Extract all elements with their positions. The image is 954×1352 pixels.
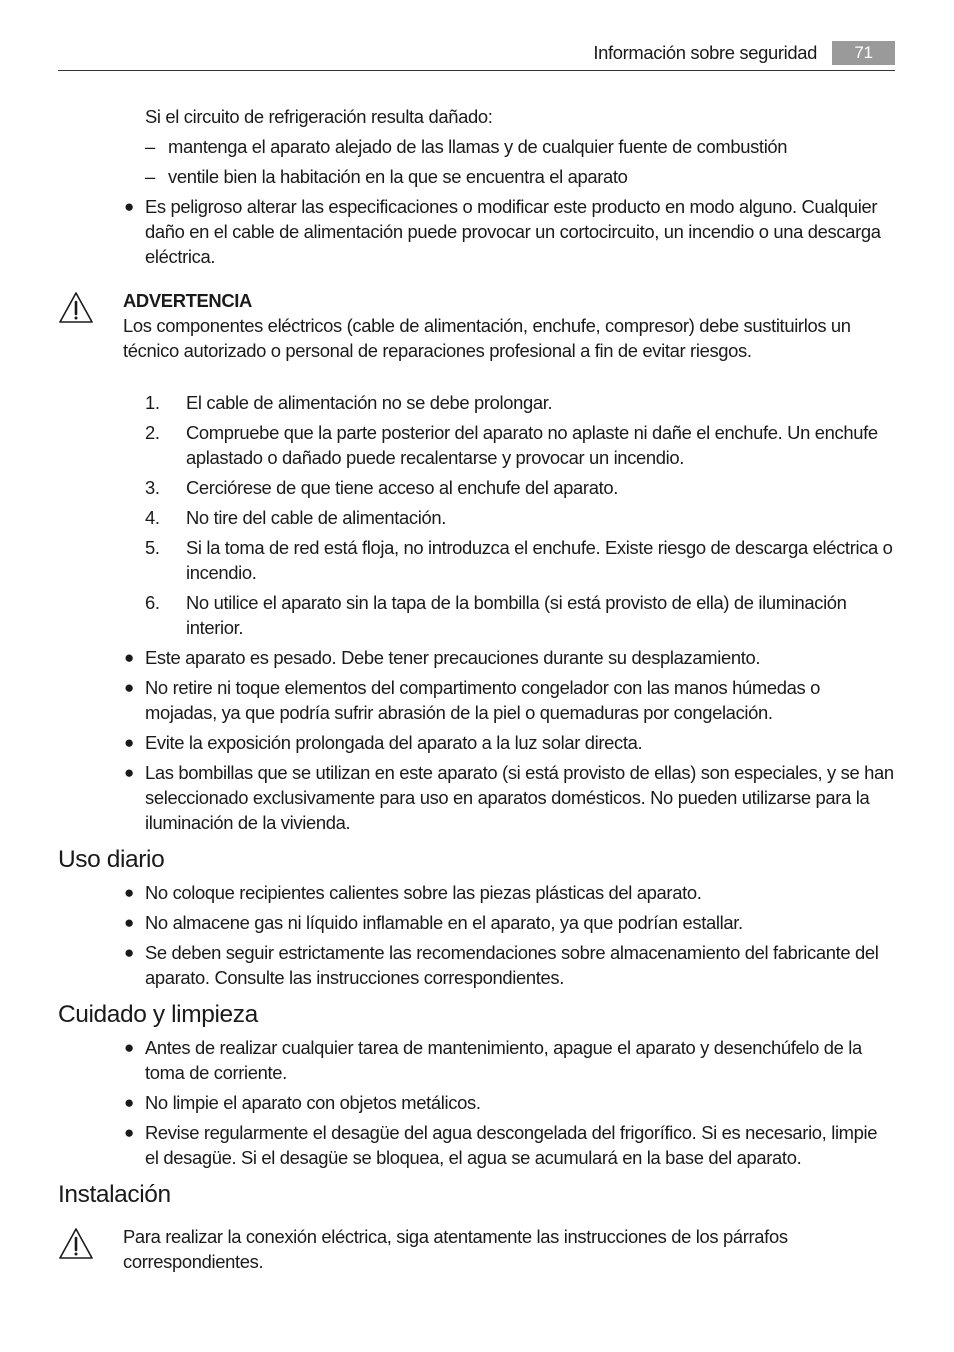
warning-title: ADVERTENCIA bbox=[123, 290, 252, 311]
warning-text: Los componentes eléctricos (cable de alimentación, enchufe, compresor) debe sustituirlos un técnico autorizado o personal de reparaciones profesional a fin de evitar riesgos. bbox=[123, 315, 851, 361]
intro-sub-list bbox=[58, 134, 895, 189]
warning-text: Para realizar la conexión eléctrica, siga atentamente las instrucciones de los párrafos correspondientes. bbox=[123, 1226, 788, 1272]
numbered-item bbox=[58, 420, 895, 470]
section-heading: Cuidado y limpieza bbox=[58, 1001, 258, 1028]
list-item-text: No coloque recipientes calientes sobre las piezas plásticas del aparato. bbox=[145, 882, 702, 903]
numbered-item bbox=[58, 475, 895, 500]
item-number: 6. bbox=[145, 592, 160, 613]
list-item: ● Se deben seguir estrictamente las recomendaciones sobre almacenamiento del fabricante del aparato. Consulte las instrucciones correspondientes. bbox=[124, 942, 879, 988]
warning-triangle-icon bbox=[58, 1227, 94, 1260]
list-item: ● Este aparato es pesado. Debe tener precauciones durante su desplazamiento. bbox=[124, 647, 761, 668]
sub-list-item: – mantenga el aparato alejado de las llamas y de cualquier fuente de combustión bbox=[145, 136, 788, 157]
list-item: ● Antes de realizar cualquier tarea de mantenimiento, apague el aparato y desenchúfelo de la toma de corriente. bbox=[124, 1037, 862, 1083]
bullet-list-b bbox=[58, 645, 895, 835]
list-item-text: Las bombillas que se utilizan en este aparato (si está provisto de ellas) son especiales, y se han seleccionado exclusivamente para uso en aparatos domésticos. No pueden utilizarse para la iluminación de la vivienda. bbox=[145, 762, 894, 833]
list-item: ● No limpie el aparato con objetos metálicos. bbox=[124, 1092, 481, 1113]
sub-list-item-text: ventile bien la habitación en la que se encuentra el aparato bbox=[168, 166, 628, 187]
numbered-item bbox=[58, 505, 895, 530]
section-uso-diario bbox=[58, 845, 895, 990]
numbered-item-text: Compruebe que la parte posterior del aparato no aplaste ni dañe el enchufe. Un enchufe aplastado o dañado puede recalentarse y provocar un incendio. bbox=[186, 422, 878, 468]
page-content bbox=[58, 104, 895, 1301]
numbered-item-text: No tire del cable de alimentación. bbox=[186, 507, 447, 528]
section-heading: Uso diario bbox=[58, 846, 165, 873]
section-instalacion bbox=[58, 1180, 895, 1274]
list-item: ● Revise regularmente el desagüe del agua descongelada del frigorífico. Si es necesario, limpie el desagüe. Si el desagüe se bloquea, el agua se acumulará en la base del aparato. bbox=[124, 1122, 878, 1168]
page-header bbox=[58, 40, 895, 71]
page-number: 71 bbox=[832, 41, 895, 65]
numbered-item-text: No utilice el aparato sin la tapa de la bombilla (si está provisto de ella) de iluminación interior. bbox=[186, 592, 847, 638]
list-item: ● Evite la exposición prolongada del aparato a la luz solar directa. bbox=[124, 732, 643, 753]
numbered-item bbox=[58, 390, 895, 415]
item-number: 1. bbox=[145, 392, 160, 413]
item-number: 3. bbox=[145, 477, 160, 498]
list-item-text: No almacene gas ni líquido inflamable en el aparato, ya que podrían estallar. bbox=[145, 912, 743, 933]
list-item: ● Es peligroso alterar las especificaciones o modificar este producto en modo alguno. Cualquier daño en el cable de alimentación puede provocar un cortocircuito, un incendio o una descarga eléctrica. bbox=[124, 196, 881, 267]
bullet-list bbox=[58, 880, 895, 990]
warning-box bbox=[58, 288, 895, 363]
list-item: ● No retire ni toque elementos del compartimento congelador con las manos húmedas o mojadas, ya que podría sufrir abrasión de la piel o quemaduras por congelación. bbox=[124, 677, 820, 723]
bullet-list bbox=[58, 1035, 895, 1170]
numbered-item-text: El cable de alimentación no se debe prolongar. bbox=[186, 392, 553, 413]
list-item: ● No coloque recipientes calientes sobre las piezas plásticas del aparato. bbox=[124, 882, 702, 903]
warning-box bbox=[58, 1224, 895, 1274]
bullet-list-a bbox=[58, 194, 895, 269]
list-item-text: Evite la exposición prolongada del aparato a la luz solar directa. bbox=[145, 732, 643, 753]
item-number: 2. bbox=[145, 422, 160, 443]
list-item-text: Este aparato es pesado. Debe tener precauciones durante su desplazamiento. bbox=[145, 647, 761, 668]
item-number: 4. bbox=[145, 507, 160, 528]
section-cuidado-limpieza bbox=[58, 1000, 895, 1170]
intro-text: Si el circuito de refrigeración resulta dañado: bbox=[145, 106, 493, 127]
list-item-text: Revise regularmente el desagüe del agua descongelada del frigorífico. Si es necesario, limpie el desagüe. Si el desagüe se bloquea, el agua se acumulará en la base del aparato. bbox=[145, 1122, 878, 1168]
list-item: ● No almacene gas ni líquido inflamable en el aparato, ya que podrían estallar. bbox=[124, 912, 743, 933]
header-title: Información sobre seguridad bbox=[593, 42, 817, 63]
list-item-text: No limpie el aparato con objetos metálicos. bbox=[145, 1092, 481, 1113]
numbered-item-text: Cerciórese de que tiene acceso al enchufe del aparato. bbox=[186, 477, 618, 498]
section-heading: Instalación bbox=[58, 1181, 171, 1208]
list-item: ● Las bombillas que se utilizan en este aparato (si está provisto de ellas) son especiales, y se han seleccionado exclusivamente para uso en aparatos domésticos. No pueden utilizarse para la iluminación de la vivienda. bbox=[124, 762, 894, 833]
item-number: 5. bbox=[145, 537, 160, 558]
list-item-text: Antes de realizar cualquier tarea de mantenimiento, apague el aparato y desenchúfelo de la toma de corriente. bbox=[145, 1037, 862, 1083]
numbered-item bbox=[58, 535, 895, 585]
numbered-item-text: Si la toma de red está floja, no introduzca el enchufe. Existe riesgo de descarga eléctrica o incendio. bbox=[186, 537, 893, 583]
numbered-item bbox=[58, 590, 895, 640]
sub-list-item-text: mantenga el aparato alejado de las llamas y de cualquier fuente de combustión bbox=[168, 136, 788, 157]
list-item-text: Es peligroso alterar las especificaciones o modificar este producto en modo alguno. Cualquier daño en el cable de alimentación puede provocar un cortocircuito, un incendio o una descarga eléctrica. bbox=[145, 196, 881, 267]
warning-triangle-icon bbox=[58, 291, 94, 324]
list-item-text: No retire ni toque elementos del compartimento congelador con las manos húmedas o mojadas, ya que podría sufrir abrasión de la piel o quemaduras por congelación. bbox=[145, 677, 820, 723]
sub-list-item: – ventile bien la habitación en la que se encuentra el aparato bbox=[145, 166, 628, 187]
numbered-list bbox=[58, 390, 895, 640]
list-item-text: Se deben seguir estrictamente las recomendaciones sobre almacenamiento del fabricante del aparato. Consulte las instrucciones correspondientes. bbox=[145, 942, 879, 988]
